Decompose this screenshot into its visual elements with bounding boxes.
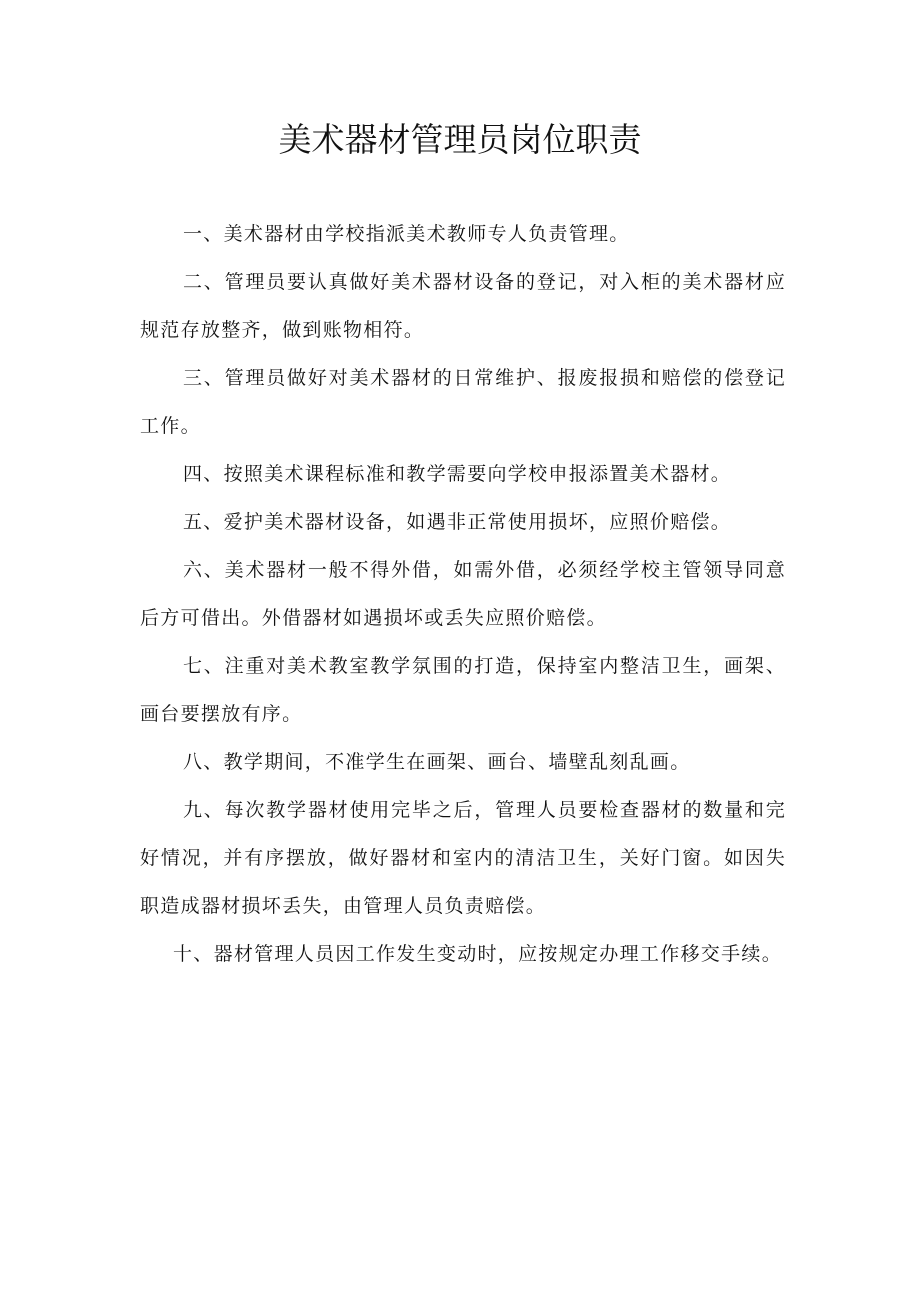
- paragraph-2: 二、管理员要认真做好美术器材设备的登记，对入柜的美术器材应规范存放整齐，做到账物相符。: [140, 271, 786, 341]
- paragraph-9: 九、每次教学器材使用完毕之后，管理人员要检查器材的数量和完好情况，并有序摆放，做好器材和室内的清洁卫生，关好门窗。如因失职造成器材损坏丢失，由管理人员负责赔偿。: [140, 799, 786, 917]
- paragraph-8: 八、教学期间，不准学生在画架、画台、墙壁乱刻乱画。: [183, 751, 691, 773]
- document-body: [140, 210, 786, 978]
- paragraph-10: 十、器材管理人员因工作发生变动时，应按规定办理工作移交手续。: [173, 943, 783, 965]
- paragraph-7: 七、注重对美术教室教学氛围的打造，保持室内整洁卫生，画架、画台要摆放有序。: [140, 655, 786, 725]
- document-title: 美术器材管理员岗位职责: [278, 120, 642, 159]
- paragraph-5: 五、爱护美术器材设备，如遇非正常使用损坏，应照价赔偿。: [183, 511, 732, 533]
- paragraph-4: 四、按照美术课程标准和教学需要向学校申报添置美术器材。: [183, 463, 732, 485]
- paragraph-3: 三、管理员做好对美术器材的日常维护、报废报损和赔偿的偿登记工作。: [140, 367, 786, 437]
- paragraph-1: 一、美术器材由学校指派美术教师专人负责管理。: [183, 223, 630, 245]
- paragraph-6: 六、美术器材一般不得外借，如需外借，必须经学校主管领导同意后方可借出。外借器材如遇损坏或丢失应照价赔偿。: [140, 559, 786, 629]
